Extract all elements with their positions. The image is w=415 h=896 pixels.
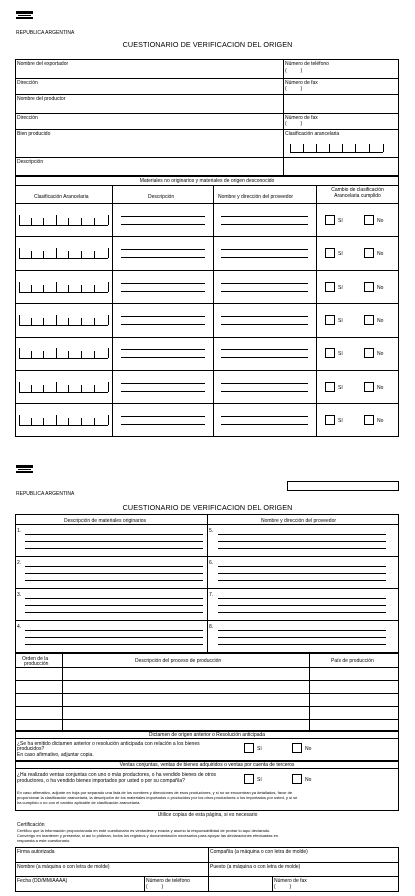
row-no-label: No bbox=[377, 317, 384, 324]
joint-instructions-3: ha cumplido o no con el cambio aplicable de clasificación arancelaria. bbox=[17, 800, 141, 805]
col-country: País de producción bbox=[331, 658, 374, 664]
item-number: 8. bbox=[209, 624, 214, 630]
ruling-question-3: En caso afirmativo, adjuntar copia. bbox=[17, 752, 94, 758]
phone-input[interactable]: ( ) bbox=[146, 884, 164, 890]
row-no-checkbox[interactable] bbox=[364, 315, 374, 325]
cert-text: Certifico que la información proporcionada en este cuestionario es verdadera y exacta y asumo la responsabilidad de probar lo aquí declarado. bbox=[17, 828, 271, 833]
ruling-question-2: producidos? bbox=[17, 746, 45, 752]
ruling-question: ¿Se ha emitido dictamen anterior o resolución anticipada con relación a los bienes bbox=[17, 741, 200, 747]
joint-question-2: productores, o ha vendido bienes importados por usted o por su compañía? bbox=[17, 778, 185, 784]
cert-text-2: Convengo en mantener y presentar, si así lo pidieran, todos los registros y documentación necesarios para apoyar las declaraciones efectuadas en bbox=[17, 833, 279, 838]
joint-instructions-2: proporcionar la clasificación arancelaria, la descripción de los materiales importados o producidos por los otros productores o los importados por usted, y si se bbox=[17, 795, 298, 800]
row-yes-checkbox[interactable] bbox=[325, 282, 335, 292]
country-name-2: REPUBLICA ARGENTINA bbox=[16, 491, 75, 497]
row-yes-checkbox[interactable] bbox=[325, 348, 335, 358]
good-produced-field[interactable]: Bien producido bbox=[17, 131, 51, 137]
row-yes-label: Sí bbox=[338, 317, 343, 324]
row-yes-checkbox[interactable] bbox=[325, 215, 335, 225]
col-change-2: Arancelaria cumplido bbox=[334, 193, 381, 199]
exporter-phone-label: Número de teléfono bbox=[285, 61, 329, 67]
col-materials: Descripción de materiales originarios bbox=[64, 518, 146, 524]
col-tariff: Clasificación Arancelaria bbox=[34, 194, 89, 200]
joint-question: ¿Ha realizado ventas conjuntas con uno o más productores, o ha vendido bienes de otros bbox=[17, 772, 217, 778]
exporter-phone-input[interactable]: ( ) bbox=[285, 68, 303, 74]
exporter-fax-input[interactable]: ( ) bbox=[285, 86, 303, 92]
row-yes-checkbox[interactable] bbox=[325, 315, 335, 325]
col-process: Descripción del proceso de producción bbox=[135, 658, 222, 664]
row-no-label: No bbox=[377, 384, 384, 391]
company-field[interactable]: Compañía (a máquina o con letra de molde) bbox=[210, 849, 308, 855]
item-number: 5. bbox=[209, 528, 214, 534]
item-number: 2. bbox=[17, 560, 22, 566]
item-number: 7. bbox=[209, 592, 214, 598]
row-no-label: No bbox=[377, 217, 384, 224]
row-yes-label: Sí bbox=[338, 384, 343, 391]
signature-field[interactable]: Firma autorizada bbox=[17, 849, 55, 855]
producer-fax-label: Número de fax bbox=[285, 115, 318, 121]
exporter-address-field[interactable]: Dirección bbox=[17, 80, 38, 86]
row-no-label: No bbox=[377, 351, 384, 358]
reference-box[interactable] bbox=[287, 481, 399, 491]
col-order-2: producción bbox=[24, 661, 49, 667]
row-yes-label: Sí bbox=[338, 351, 343, 358]
row-yes-label: Sí bbox=[338, 217, 343, 224]
row-no-checkbox[interactable] bbox=[364, 415, 374, 425]
col-supplier: Nombre y dirección del proveedor bbox=[218, 194, 294, 200]
cert-title: Certificación bbox=[17, 822, 45, 828]
position-field[interactable]: Puesto (a máquina o con letra de molde) bbox=[210, 864, 301, 870]
item-number: 4. bbox=[17, 624, 22, 630]
row-no-checkbox[interactable] bbox=[364, 282, 374, 292]
fax-label: Número de fax bbox=[274, 878, 307, 884]
materials-header: Materiales no originarios y materiales de origen desconocido bbox=[139, 178, 275, 184]
item-number: 3. bbox=[17, 592, 22, 598]
row-yes-checkbox[interactable] bbox=[325, 415, 335, 425]
row-yes-label: Sí bbox=[338, 418, 343, 425]
name-field[interactable]: Nombre (a máquina o con letra de molde) bbox=[17, 864, 110, 870]
date-field[interactable]: Fecha (DD/MM/AAAA) bbox=[17, 878, 68, 884]
row-yes-label: Sí bbox=[338, 284, 343, 291]
header-fields-box bbox=[15, 59, 399, 176]
description-field[interactable]: Descripción bbox=[17, 159, 44, 165]
item-number: 1. bbox=[17, 528, 22, 534]
joint-yes-checkbox[interactable] bbox=[244, 774, 254, 784]
row-no-checkbox[interactable] bbox=[364, 248, 374, 258]
fax-input[interactable]: ( ) bbox=[274, 884, 292, 890]
phone-label: Número de teléfono bbox=[146, 878, 190, 884]
ruling-no-checkbox[interactable] bbox=[292, 743, 302, 753]
col-description: Descripción bbox=[148, 194, 175, 200]
col-order-1: Orden de la bbox=[22, 656, 49, 662]
producer-name-field[interactable]: Nombre del productor bbox=[17, 96, 66, 102]
row-yes-label: Sí bbox=[338, 251, 343, 258]
row-yes-checkbox[interactable] bbox=[325, 382, 335, 392]
col-supplier-2: Nombre y dirección del proveedor bbox=[261, 518, 337, 524]
country-name: REPUBLICA ARGENTINA bbox=[16, 30, 75, 36]
exporter-name-field[interactable]: Nombre del exportador bbox=[17, 61, 69, 67]
page-title: CUESTIONARIO DE VERIFICACION DEL ORIGEN bbox=[122, 40, 293, 49]
ruling-no-label: No bbox=[305, 746, 312, 752]
col-change-1: Cambio de clasificación bbox=[331, 187, 384, 193]
joint-header: Ventas conjuntas, ventas de bienes adquiridos o ventas por cuenta de terceros bbox=[119, 762, 295, 768]
row-yes-checkbox[interactable] bbox=[325, 248, 335, 258]
item-number: 6. bbox=[209, 560, 214, 566]
exporter-fax-label: Número de fax bbox=[285, 80, 318, 86]
materials-table bbox=[15, 176, 399, 437]
copies-note: Utilice copias de esta página, si es necesario bbox=[157, 812, 258, 818]
page-title-2: CUESTIONARIO DE VERIFICACION DEL ORIGEN bbox=[122, 503, 293, 512]
joint-yes-label: Sí bbox=[257, 777, 262, 783]
joint-no-checkbox[interactable] bbox=[292, 774, 302, 784]
row-no-label: No bbox=[377, 284, 384, 291]
row-no-label: No bbox=[377, 251, 384, 258]
row-no-label: No bbox=[377, 418, 384, 425]
tariff-classification-label: Clasificación arancelaria bbox=[285, 131, 340, 137]
ruling-yes-label: Sí bbox=[257, 746, 262, 752]
joint-instructions: En caso afirmativo, adjunte en hoja por separado una lista de los nombres y direcciones de esos productores, y si no se encuentran ya detallados, favor de bbox=[17, 790, 293, 795]
row-no-checkbox[interactable] bbox=[364, 382, 374, 392]
ruling-header: Dictamen de origen anterior o Resolución anticipada bbox=[148, 732, 266, 738]
row-no-checkbox[interactable] bbox=[364, 348, 374, 358]
seal-logo-icon-2 bbox=[16, 465, 33, 473]
producer-fax-input[interactable]: ( ) bbox=[285, 121, 303, 127]
joint-no-label: No bbox=[305, 777, 312, 783]
ruling-yes-checkbox[interactable] bbox=[244, 743, 254, 753]
producer-address-field[interactable]: Dirección bbox=[17, 115, 38, 121]
row-no-checkbox[interactable] bbox=[364, 215, 374, 225]
cert-text-3: respuesta a este cuestionario. bbox=[17, 838, 71, 843]
seal-logo-icon bbox=[16, 11, 33, 19]
